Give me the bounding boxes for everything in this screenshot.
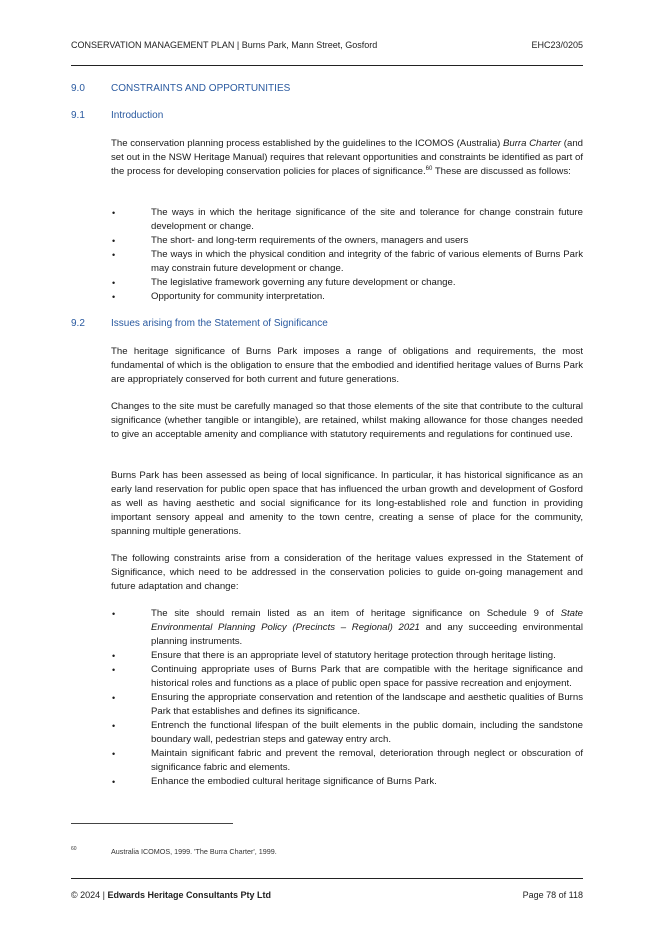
section-number: 9.1	[71, 110, 85, 121]
footnote-divider	[71, 823, 233, 824]
footer-copyright: © 2024 | Edwards Heritage Consultants Pty Ltd	[71, 890, 272, 900]
section-number: 9.2	[71, 318, 85, 329]
list-item: • Ensure that there is an appropriate level of statutory heritage protection through heritage listing.	[112, 650, 556, 661]
footer-company: Edwards Heritage Consultants Pty Ltd	[107, 890, 272, 900]
section-title: CONSTRAINTS AND OPPORTUNITIES	[111, 83, 291, 94]
list-item: • Opportunity for community interpretation.	[112, 291, 325, 302]
section-title: Introduction	[111, 110, 164, 121]
list-item: • The ways in which the physical condition and integrity of the fabric of various elements of Burns Park may constrain future development or change.	[112, 249, 583, 274]
footnote-text: Australia ICOMOS, 1999. 'The Burra Charter', 1999.	[111, 847, 277, 856]
header-title: CONSERVATION MANAGEMENT PLAN | Burns Park, Mann Street, Gosford	[71, 40, 378, 50]
footnote-number: 60	[71, 846, 77, 852]
burra-charter-italic: Burra Charter	[503, 138, 562, 149]
footnote-ref: 60	[425, 166, 433, 172]
header-divider	[71, 65, 583, 66]
page-number: Page 78 of 118	[522, 890, 583, 900]
paragraph-1: The heritage significance of Burns Park imposes a range of obligations and requirements, the most fundamental of which is the obligation to ensure that the embodied and identified heritage values of Burns Park are appropriately conserved for both current and future generations.	[111, 346, 583, 385]
paragraph-4: The following constraints arise from a consideration of the heritage values expressed in the Statement of Significance, which need to be addressed in the conservation policies to guide on-going management and future adaptation and change:	[111, 553, 583, 592]
section-title: Issues arising from the Statement of Significance	[111, 318, 328, 329]
list-item: • The short- and long-term requirements of the owners, managers and users	[112, 235, 469, 246]
list-item: • Continuing appropriate uses of Burns Park that are compatible with the heritage significance and historical roles and functions as a place of public open space for passive recreation and enjoyment.	[112, 664, 583, 689]
list-item: • Enhance the embodied cultural heritage significance of Burns Park.	[112, 776, 437, 787]
section-number: 9.0	[71, 83, 85, 94]
list-item: • Ensuring the appropriate conservation and retention of the landscape and aesthetic qualities of Burns Park that establishes and defines its significance.	[112, 692, 583, 717]
list-item: • The legislative framework governing any future development or change.	[112, 277, 456, 288]
paragraph-2: Changes to the site must be carefully managed so that those elements of the site that contribute to the cultural significance (whether tangible or intangible), are retained, whilst making allowance for those changes needed to give an acceptable amenity and compliance with statutory requirements and regulations for continued use.	[111, 401, 583, 440]
paragraph-3: Burns Park has been assessed as being of local significance. In particular, it has historical significance as an early land reservation for public open space that has influenced the urban growth and development of Gosford as well as having aesthetic and social significance for its long-established role and function in providing important sensory appeal and amenity to the town centre, creating a sense of place for the community, spanning multiple generations.	[111, 470, 583, 537]
list-item: • Entrench the functional lifespan of the built elements in the public domain, including the sandstone boundary wall, pedestrian steps and gateway entry arch.	[112, 720, 583, 745]
footer-divider	[71, 878, 583, 879]
constraints-bullet-list	[111, 607, 583, 789]
list-item: • The ways in which the heritage significance of the site and tolerance for change constrain future development or change.	[112, 207, 583, 232]
intro-bullet-list	[111, 206, 583, 304]
list-item: • The site should remain listed as an item of heritage significance on Schedule 9 of State Environmental Planning Policy (Precincts – Regional) 2021 and any succeeding environmental planning instruments.	[112, 608, 583, 647]
page-footer	[71, 890, 583, 904]
page-header	[71, 40, 583, 54]
intro-paragraph: The conservation planning process established by the guidelines to the ICOMOS (Australia) Burra Charter (and set out in the NSW Heritage Manual) requires that relevant opportunities and constraints be identified as part of the process for developing conservation policies for places of significance.$^{60}$ These are discussed as follows:	[111, 138, 583, 177]
list-item: • Maintain significant fabric and prevent the removal, deterioration through neglect or obscuration of significance fabric and elements.	[112, 748, 583, 773]
header-code: EHC23/0205	[531, 40, 583, 50]
